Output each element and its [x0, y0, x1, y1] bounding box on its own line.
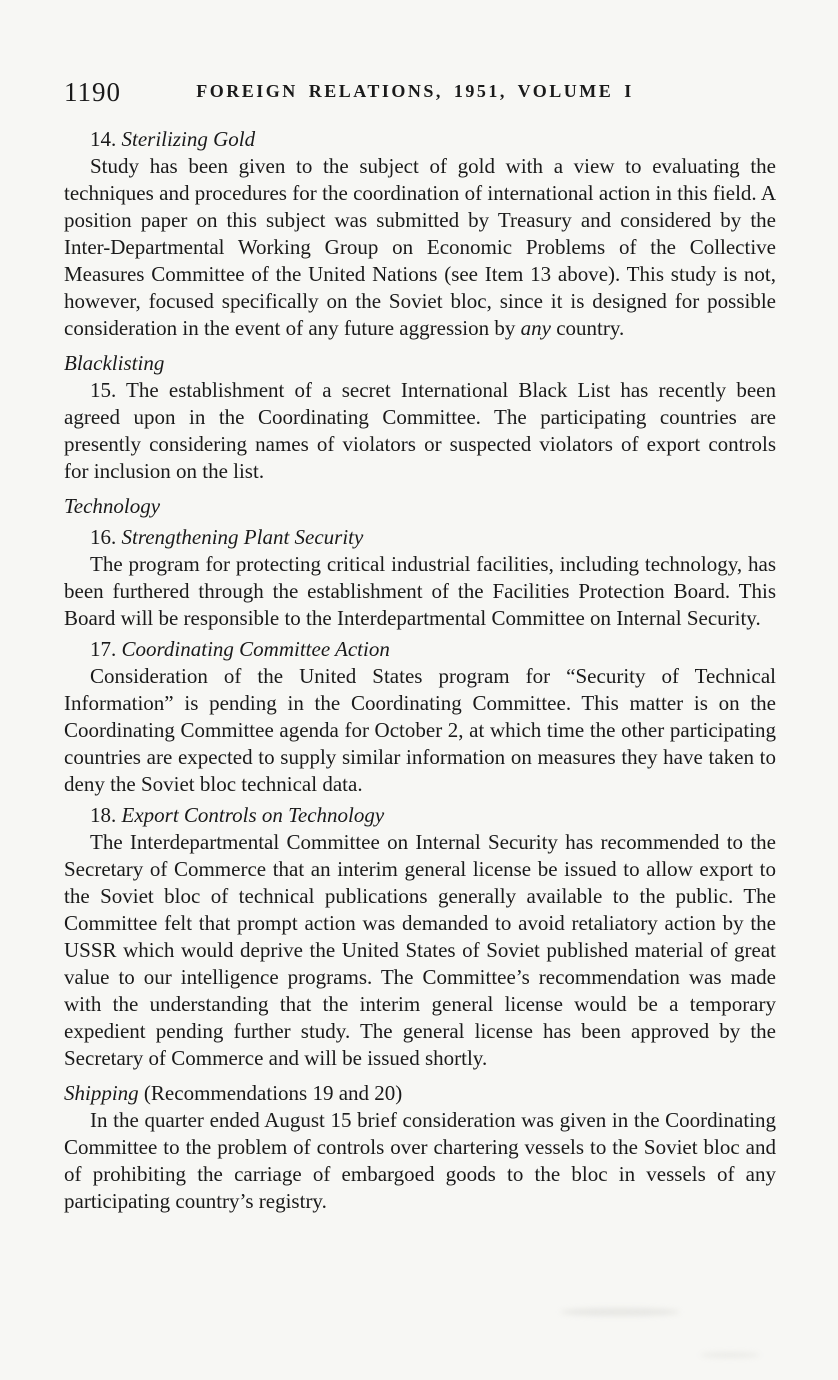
running-head-title: FOREIGN RELATIONS, 1951, VOLUME I: [196, 81, 634, 101]
item-14-title: Sterilizing Gold: [121, 127, 256, 151]
item-14-number: 14.: [90, 127, 117, 151]
paragraph-item-17: Consideration of the United States program for “Security of Technical Information” is pending in the Coordinating Committee. This matter is on the Coordinating Committee agenda for October 2, at which time the other participating countries are expected to supply similar information on measures they have taken to deny the Soviet bloc technical data.: [64, 664, 776, 796]
page-number: 1190: [64, 77, 121, 107]
section-heading-shipping-suffix: (Recommendations 19 and 20): [138, 1081, 403, 1105]
paragraph-item-14-tail: country.: [550, 316, 625, 340]
item-18-number: 18.: [90, 803, 117, 827]
item-16-title: Strengthening Plant Security: [121, 525, 364, 549]
item-17-heading: [90, 636, 776, 663]
page-content: [64, 126, 776, 1215]
section-heading-blacklisting: [64, 350, 776, 377]
paragraph-item-14: [64, 153, 776, 342]
paragraph-15: 15. The establishment of a secret International Black List has recently been agreed upon in the Coordinating Committee. The participating countries are presently considering names of violators or suspected violators of export controls for inclusion on the list.: [64, 378, 776, 483]
scan-smudge: [700, 1352, 760, 1358]
section-heading-technology-label: Technology: [64, 494, 161, 518]
paragraph-item-14-italic-word: any: [520, 316, 551, 340]
section-heading-shipping-label: Shipping: [64, 1081, 139, 1105]
paragraph-item-16: The program for protecting critical industrial facilities, including technology, has been furthered through the establishment of the Facilities Protection Board. This Board will be responsible to the Interdepartmental Committee on Internal Security.: [64, 552, 776, 630]
section-heading-technology: [64, 493, 776, 520]
item-17-title: Coordinating Committee Action: [121, 637, 390, 661]
paragraph-item-18: The Interdepartmental Committee on Internal Security has recommended to the Secretary of Commerce that an interim general license be issued to allow export to the Soviet bloc of technical publications generally available to the public. The Committee felt that prompt action was demanded to avoid retaliatory action by the USSR which would deprive the United States of Soviet published material of great value to our intelligence programs. The Committee’s recommendation was made with the understanding that the interim general license would be a temporary expedient pending further study. The general license has been approved by the Secretary of Commerce and will be issued shortly.: [64, 830, 776, 1070]
item-18-heading: [90, 802, 776, 829]
item-16-number: 16.: [90, 525, 117, 549]
section-heading-shipping: [64, 1080, 776, 1107]
item-17-number: 17.: [90, 637, 117, 661]
item-14-heading: [90, 126, 776, 153]
scan-smudge: [560, 1308, 680, 1316]
section-heading-blacklisting-label: Blacklisting: [64, 351, 165, 375]
item-16-heading: [90, 524, 776, 551]
paragraph-19: In the quarter ended August 15 brief consideration was given in the Coordinating Committee to the problem of controls over chartering vessels to the Soviet bloc and of prohibiting the carriage of embargoed goods to the bloc in vessels of any participating country’s registry.: [64, 1108, 776, 1213]
paragraph-item-14-text: Study has been given to the subject of gold with a view to evaluating the techniques and procedures for the coordination of international action in this field. A position paper on this subject was submitted by Treasury and considered by the Inter-Departmental Working Group on Economic Problems of the Collective Measures Committee of the United Nations (see Item 13 above). This study is not, however, focused specifically on the Soviet bloc, since it is designed for possible consideration in the event of any future aggression by: [64, 154, 776, 340]
item-18-title: Export Controls on Technology: [121, 803, 385, 827]
running-header: [64, 78, 776, 110]
